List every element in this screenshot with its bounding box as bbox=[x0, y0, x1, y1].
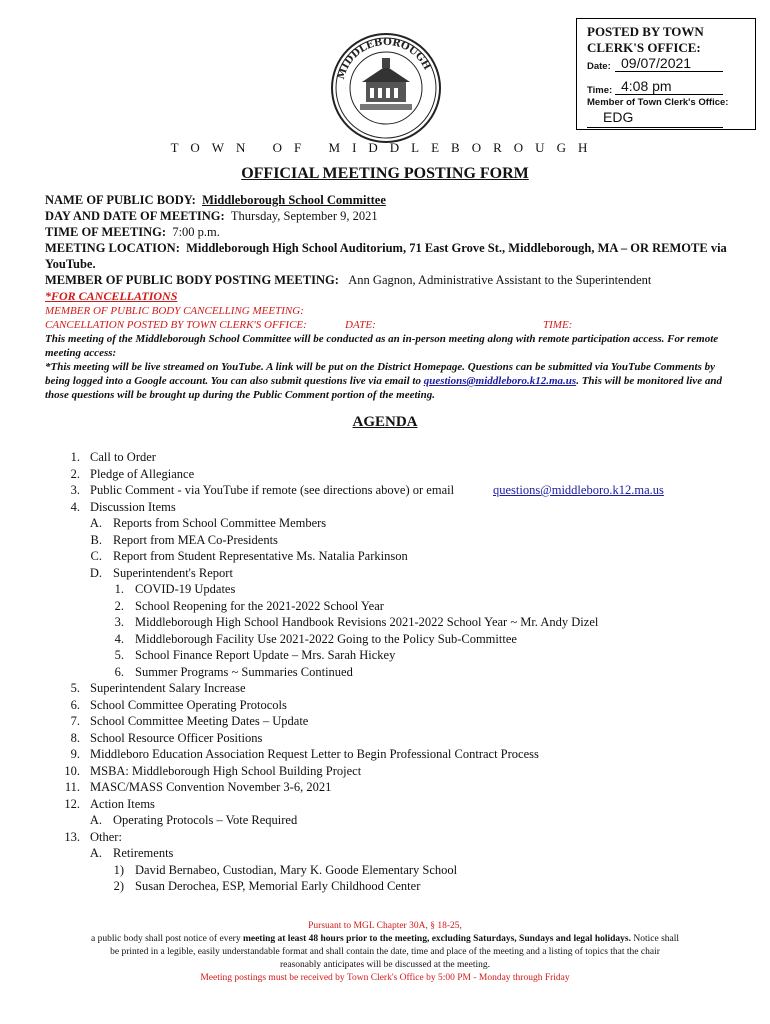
agenda-item-number: B. bbox=[90, 532, 102, 547]
agenda-item-number: 10. bbox=[64, 763, 80, 778]
agenda-item bbox=[0, 615, 770, 631]
agenda-item bbox=[0, 731, 770, 747]
agenda-item-number: 3. bbox=[70, 483, 80, 497]
agenda-item-text: Retirements bbox=[113, 846, 174, 860]
agenda-item bbox=[0, 830, 770, 846]
agenda-item-number: 1. bbox=[70, 450, 80, 464]
footer-text-b: meeting at least 48 hours prior to the meeting, excluding Saturdays, Sundays and legal holidays. bbox=[242, 934, 631, 944]
youtube-note-end: . This will be monitored live and those questions will be brought up during the Public Comment portion of the meeting. bbox=[45, 375, 722, 401]
cancellation-heading: *FOR CANCELLATIONS bbox=[45, 289, 178, 303]
meeting-location-label: MEETING LOCATION: bbox=[45, 241, 180, 255]
agenda-item bbox=[0, 500, 770, 516]
agenda-item-number: A. bbox=[89, 516, 102, 530]
agenda-item-text: Call to Order bbox=[90, 450, 156, 464]
town-name: TOWN OF MIDDLEBOROUGH bbox=[170, 140, 600, 155]
meeting-date-label: DAY AND DATE OF MEETING: bbox=[45, 209, 225, 223]
footer-text-line4: reasonably anticipates will be discussed at the meeting. bbox=[280, 960, 490, 970]
agenda-item bbox=[0, 450, 770, 466]
agenda-item-text: Report from Student Representative Ms. Natalia Parkinson bbox=[113, 549, 408, 563]
clerk-member-value: EDG bbox=[603, 109, 634, 125]
meeting-info bbox=[45, 192, 735, 402]
agenda-item-text: Middleborough High School Handbook Revisions 2021-2022 School Year ~ Mr. Andy Dizel bbox=[135, 615, 599, 629]
public-body-label: NAME OF PUBLIC BODY: bbox=[45, 193, 196, 207]
agenda-item-text: COVID-19 Updates bbox=[135, 582, 236, 596]
meeting-date-value: Thursday, September 9, 2021 bbox=[230, 209, 378, 223]
agenda-item bbox=[0, 747, 770, 763]
agenda-email-link[interactable]: questions@middleboro.k12.ma.us bbox=[493, 483, 664, 497]
agenda-item-text: School Committee Operating Protocols bbox=[90, 697, 287, 712]
agenda-item bbox=[0, 533, 770, 549]
agenda-item-number: 8. bbox=[70, 730, 80, 745]
agenda-item bbox=[0, 483, 770, 499]
agenda-item-text: School Committee Meeting Dates – Update bbox=[90, 714, 309, 728]
agenda-item-number: 2. bbox=[70, 466, 80, 481]
agenda-item-text: David Bernabeo, Custodian, Mary K. Goode Elementary School bbox=[135, 862, 458, 877]
agenda-item-text: Summer Programs ~ Summaries Continued bbox=[135, 664, 353, 679]
agenda-item-number: 6. bbox=[70, 697, 80, 712]
agenda-item bbox=[0, 681, 770, 697]
clerk-time-value: 4:08 pm bbox=[621, 78, 672, 94]
cancellation-date: DATE: bbox=[345, 319, 376, 331]
public-body-value: Middleborough School Committee bbox=[202, 193, 386, 207]
agenda-item-number: D. bbox=[89, 565, 102, 580]
agenda-item-number: A. bbox=[89, 846, 102, 860]
clerk-date-label: Date: bbox=[587, 61, 611, 72]
clerk-date-value: 09/07/2021 bbox=[621, 55, 692, 71]
agenda-item-number: 2. bbox=[114, 598, 124, 613]
agenda-item-number: 5. bbox=[70, 681, 80, 695]
agenda-item-text: Report from MEA Co-Presidents bbox=[113, 532, 278, 547]
agenda-item-text: Superintendent's Report bbox=[113, 565, 233, 580]
agenda-item bbox=[0, 599, 770, 615]
agenda-item-number: C. bbox=[90, 549, 102, 563]
footer-text-a: a public body shall post notice of every bbox=[90, 934, 241, 944]
footer-deadline: Meeting postings must be received by Town Clerk's Office by 5:00 PM - Monday through Friday bbox=[200, 973, 570, 983]
agenda-item bbox=[0, 582, 770, 598]
agenda-item bbox=[0, 549, 770, 565]
agenda-item-number: 1) bbox=[113, 862, 124, 877]
meeting-location-value: Middleborough High School Auditorium, 71 East Grove St., Middleborough, MA – OR REMOTE via YouTube. bbox=[45, 241, 727, 271]
agenda-item bbox=[0, 797, 770, 813]
agenda-item-text: MSBA: Middleborough High School Building Project bbox=[90, 763, 362, 778]
form-title: OFFICIAL MEETING POSTING FORM bbox=[241, 165, 529, 182]
agenda-item bbox=[0, 566, 770, 582]
agenda-item bbox=[0, 714, 770, 730]
agenda-item bbox=[0, 764, 770, 780]
agenda-item-text: Superintendent Salary Increase bbox=[90, 681, 246, 695]
agenda-item bbox=[0, 846, 770, 862]
agenda-item-text: Other: bbox=[90, 829, 122, 844]
agenda-item bbox=[0, 665, 770, 681]
agenda-item bbox=[0, 863, 770, 879]
youtube-note: *This meeting will be live streamed on YouTube. A link will be put on the District Homepage. Questions can be submitted via YouTube Comments by being logged into a Google account. You can also submit questions live via email to bbox=[45, 361, 716, 387]
agenda-item-number: 11. bbox=[64, 780, 80, 794]
footer-text-line3: be printed in a legible, easily understandable format and shall contain the date, time and place of the meeting and a listing of topics that the chair bbox=[110, 947, 660, 957]
agenda-item bbox=[0, 648, 770, 664]
agenda-item-text: School Resource Officer Positions bbox=[90, 730, 263, 745]
clerk-member-label: Member of Town Clerk's Office: bbox=[587, 97, 729, 108]
agenda-item-text: Pledge of Allegiance bbox=[90, 466, 195, 481]
agenda-item bbox=[0, 698, 770, 714]
agenda-item-text: School Reopening for the 2021-2022 School Year bbox=[135, 598, 384, 613]
agenda-item-number: A. bbox=[89, 813, 102, 827]
agenda-item bbox=[0, 516, 770, 532]
remote-note: This meeting of the Middleborough School Committee will be conducted as an in-person meeting along with remote participation access. For remote meeting access: bbox=[45, 333, 719, 359]
agenda-item-text: Discussion Items bbox=[90, 499, 176, 514]
agenda-item-number: 4. bbox=[70, 499, 80, 514]
cancellation-posted: CANCELLATION POSTED BY TOWN CLERK'S OFFICE: bbox=[45, 319, 307, 331]
clerk-box-title: POSTED BY TOWN CLERK'S OFFICE: bbox=[587, 24, 704, 55]
clerk-posting-box bbox=[576, 18, 756, 130]
agenda-title: AGENDA bbox=[352, 414, 418, 430]
agenda-item-text: Public Comment - via YouTube if remote (see directions above) or email bbox=[90, 483, 455, 497]
posting-member-label: MEMBER OF PUBLIC BODY POSTING MEETING: bbox=[45, 273, 339, 287]
footer-text-c: Notice shall bbox=[633, 934, 680, 944]
agenda-item-text: Operating Protocols – Vote Required bbox=[113, 813, 298, 827]
agenda-item-number: 7. bbox=[70, 714, 80, 728]
agenda-item-text: School Finance Report Update – Mrs. Sarah Hickey bbox=[135, 648, 396, 662]
agenda-item-number: 1. bbox=[114, 582, 124, 596]
agenda-item bbox=[0, 467, 770, 483]
footer bbox=[0, 920, 770, 985]
agenda-item-number: 3. bbox=[114, 615, 124, 629]
footer-statute: Pursuant to MGL Chapter 30A, § 18-25, bbox=[308, 921, 462, 931]
seal-ring-text: MIDDLEBOROUGH bbox=[335, 36, 433, 81]
agenda-item-number: 9. bbox=[70, 747, 80, 761]
agenda-item-text: MASC/MASS Convention November 3-6, 2021 bbox=[90, 780, 332, 794]
agenda-item-number: 5. bbox=[114, 648, 124, 662]
agenda-item-text: Action Items bbox=[90, 796, 155, 811]
agenda-item-number: 12. bbox=[64, 796, 80, 811]
town-seal-icon bbox=[330, 32, 442, 144]
agenda-item-text: Middleborough Facility Use 2021-2022 Going to the Policy Sub-Committee bbox=[135, 631, 517, 646]
agenda-item bbox=[0, 879, 770, 895]
agenda-item bbox=[0, 780, 770, 796]
agenda-item bbox=[0, 813, 770, 829]
agenda-item-number: 13. bbox=[64, 829, 80, 844]
agenda-item bbox=[0, 632, 770, 648]
clerk-time-label: Time: bbox=[587, 85, 613, 96]
meeting-time-label: TIME OF MEETING: bbox=[45, 225, 167, 239]
posting-member-value: Ann Gagnon, Administrative Assistant to the Superintendent bbox=[348, 273, 652, 287]
agenda-item-text: Susan Derochea, ESP, Memorial Early Childhood Center bbox=[135, 879, 421, 893]
cancellation-member: MEMBER OF PUBLIC BODY CANCELLING MEETING: bbox=[45, 305, 304, 317]
agenda-item-number: 2) bbox=[113, 879, 124, 893]
cancellation-time: TIME: bbox=[543, 319, 573, 331]
meeting-time-value: 7:00 p.m. bbox=[172, 225, 220, 239]
agenda-item-number: 6. bbox=[114, 664, 124, 679]
agenda-item-text: Middleboro Education Association Request Letter to Begin Professional Contract Process bbox=[90, 747, 539, 761]
agenda-item-number: 4. bbox=[114, 631, 124, 646]
agenda-item-text: Reports from School Committee Members bbox=[113, 516, 327, 530]
questions-email-link[interactable]: questions@middleboro.k12.ma.us bbox=[423, 375, 577, 387]
